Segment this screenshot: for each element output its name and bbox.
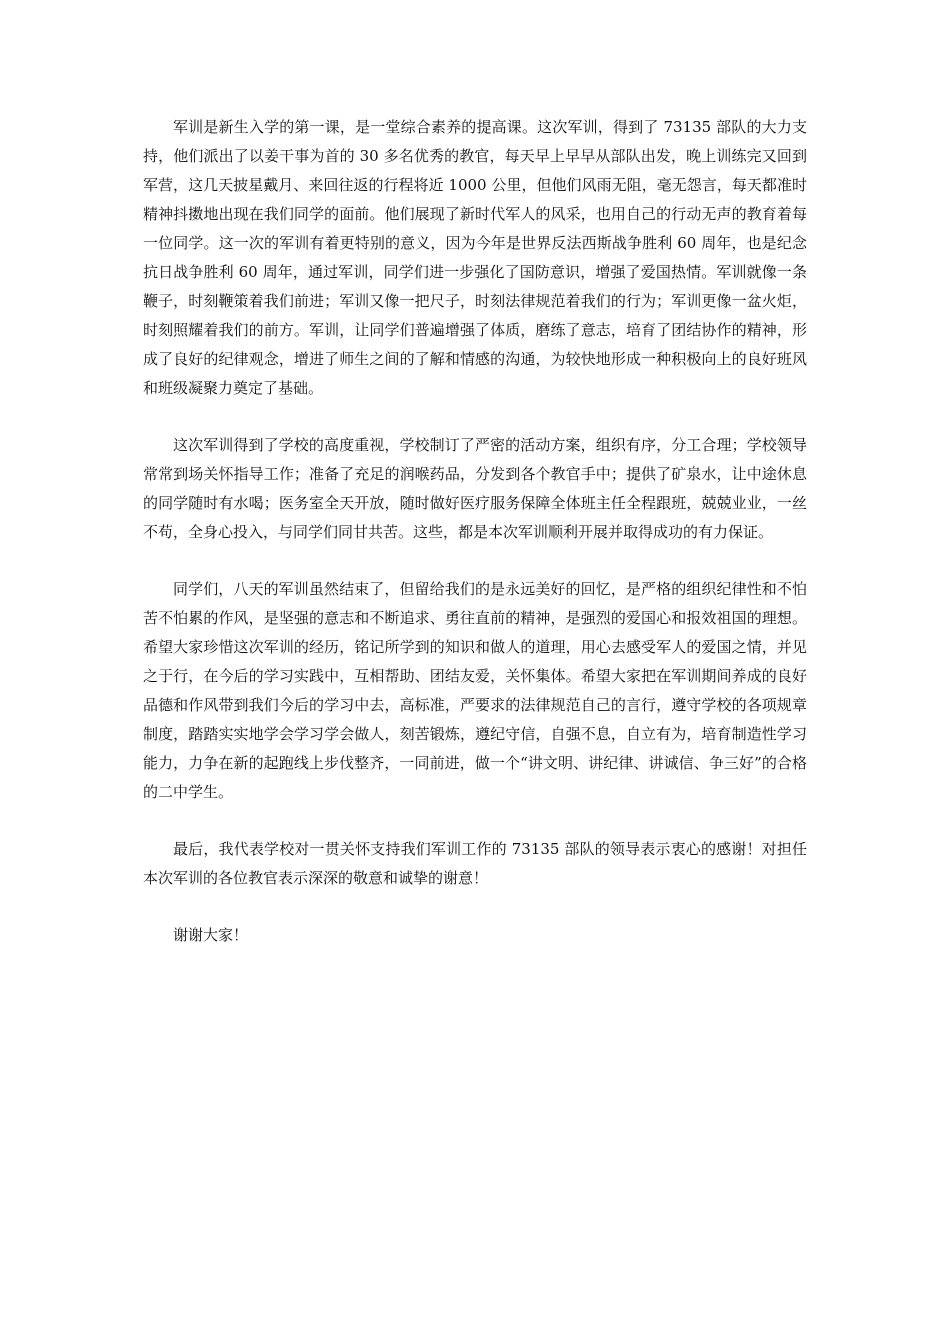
- paragraph-thanks-officers: 最后，我代表学校对一贯关怀支持我们军训工作的 73135 部队的领导表示衷心的感谢！对担任本次军训的各位教官表示深深的敬意和诚挚的谢意！: [143, 840, 807, 887]
- paragraph-students-message: 同学们，八天的军训虽然结束了，但留给我们的是永远美好的回忆，是严格的组织纪律性和不怕苦不怕累的作风，是坚强的意志和不断追求、勇往直前的精神，是强烈的爱国心和报效祖国的理想。希望大家珍惜这次军训的经历，铭记所学到的知识和做人的道理，用心去感受军人的爱国之情，并见之于行，在今后的学习实践中，互相帮助、团结友爱，关怀集体。希望大家把在军训期间养成的良好品德和作风带到我们今后的学习中去，高标准，严要求的法律规范自己的言行，遵守学校的各项规章制度，踏踏实实地学会学习学会做人，刻苦锻炼，遵纪守信，自强不息，自立有为，培育制造性学习能力，力争在新的起跑线上步伐整齐，一同前进，做一个“讲文明、讲纪律、讲诚信、争三好”的合格的二中学生。: [143, 580, 807, 801]
- paragraph-school-support: 这次军训得到了学校的高度重视，学校制订了严密的活动方案，组织有序，分工合理；学校领导常常到场关怀指导工作；准备了充足的润喉药品，分发到各个教官手中；提供了矿泉水，让中途休息的同学随时有水喝；医务室全天开放，随时做好医疗服务保障全体班主任全程跟班，兢兢业业，一丝不苟，全身心投入，与同学们同甘共苦。这些，都是本次军训顺利开展并取得成功的有力保证。: [143, 436, 807, 541]
- document-body: [143, 113, 807, 950]
- paragraph-military-training-intro: 军训是新生入学的第一课，是一堂综合素养的提高课。这次军训，得到了 73135 部队的大力支持，他们派出了以姜干事为首的 30 多名优秀的教官，每天早上早早从部队出发，晚上训练完又回到军营，这几天披星戴月、来回往返的行程将近 1000 公里，但他们风雨无阻，毫无怨言，每天都准时精神抖擞地出现在我们同学的面前。他们展现了新时代军人的风采，也用自己的行动无声的教育着每一位同学。这一次的军训有着更特别的意义，因为今年是世界反法西斯战争胜利 60 周年，也是纪念抗日战争胜利 60 周年，通过军训，同学们进一步强化了国防意识，增强了爱国热情。军训就像一条鞭子，时刻鞭策着我们前进；军训又像一把尺子，时刻法律规范着我们的行为；军训更像一盆火炬，时刻照耀着我们的前方。军训，让同学们普遍增强了体质，磨练了意志，培育了团结协作的精神，形成了良好的纪律观念，增进了师生之间的了解和情感的沟通，为较快地形成一种积极向上的良好班风和班级凝聚力奠定了基础。: [143, 118, 807, 397]
- paragraph-closing: 谢谢大家！: [173, 926, 249, 944]
